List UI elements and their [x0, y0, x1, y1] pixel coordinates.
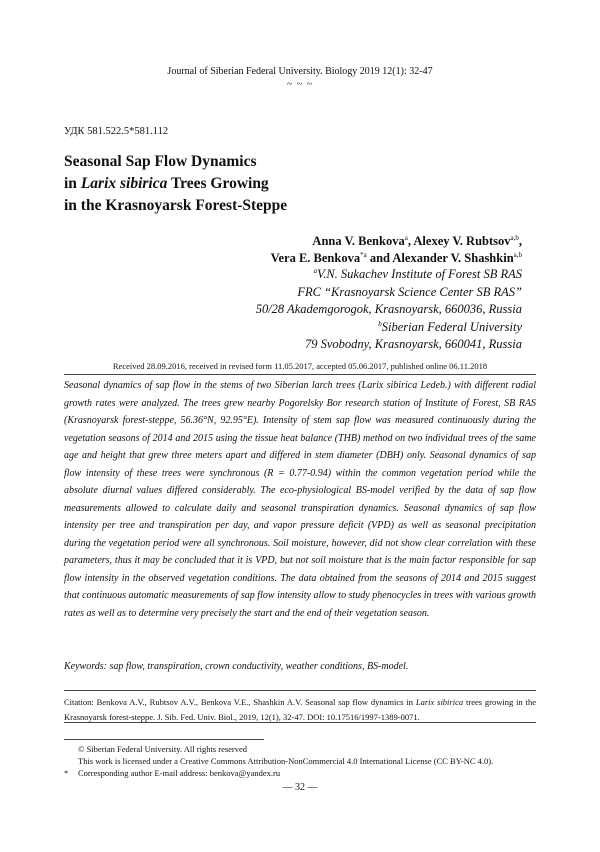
- title-species: Larix sibirica: [80, 175, 168, 192]
- title-line-3: in the Krasnoyarsk Forest-Steppe: [64, 197, 288, 214]
- title-line-2-pre: in: [64, 175, 81, 192]
- footnote-text: Corresponding author E-mail address: benkova@yandex.ru: [78, 768, 281, 778]
- abstract-text: Seasonal dynamics of sap flow in the stems of two Siberian larch trees (Larix sibirica Ledeb.) with different radial growth rates were analyzed. The trees grew nearby Pogorelsky Bor research station of Institute of Forest, SB RAS (Krasnoyarsk forest-steppe, 56.36°N, 92.95°E). Intensity of stem sap flow was measured continuously during the vegetation seasons of 2014 and 2015 using the tissue heat balance (THB) method on two individual trees of the same age and height that grew three meters apart and differed in stem diameter (DBH) only. Seasonal dynamics of sap flow intensity of these trees were synchronous (R = 0.77-0.94) within the common vegetation period while the absolute diurnal values differed considerably. The eco-physiological BS-model verified by the data of sap flow measurements allowed to calculate daily and seasonal transpiration dynamics. Seasonal dynamics of sap flow intensity per tree and transpiration per day, and vapor pressure deficit (VPD) as well as seasonal precipitation during the vegetation period were all synchronous. Soil moisture, however, did not show clear correlation with these parameters, thus it may be concluded that it is VPD, but not soil moisture that is the main factor responsible for sap flow intensity in the observed vegetation conditions. The data obtained from the seasons of 2014 and 2015 suggest that continuous automatic measurements of sap flow intensity allow to study phenocycles in trees with various growth rates as well as to determine very precisely the start and the end of their vegetation season.: [64, 380, 536, 619]
- author-name: Alexey V. Rubtsov: [413, 234, 511, 248]
- citation-species: Larix sibirica: [415, 697, 464, 707]
- affiliation-sup: b: [378, 319, 382, 328]
- author-sup: *a: [360, 251, 367, 259]
- title-line-2-post: Trees Growing: [167, 175, 269, 192]
- journal-header: Journal of Siberian Federal University. Biology 2019 12(1): 32-47: [167, 66, 433, 77]
- udk-code: УДК 581.522.5*581.112: [64, 126, 169, 137]
- citation: [64, 695, 536, 724]
- divider-citation-top: [64, 690, 536, 691]
- affiliation-a-line-2: FRC “Krasnoyarsk Science Center SB RAS”: [297, 284, 522, 299]
- citation-text: trees growing in the Krasnoyarsk forest-steppe. J. Sib. Fed. Univ. Biol., 2019, 12(1), 32-47. DOI: 10.17516/1997-1389-0071.: [64, 697, 536, 722]
- author-name: Vera E. Benkova: [270, 251, 361, 265]
- footnote-text: This work is licensed under a Creative Commons Attribution-NonCommercial 4.0 International License (CC BY-NC 4.0).: [78, 756, 494, 766]
- author-list: [271, 233, 522, 267]
- affiliation-sup: a: [313, 267, 318, 275]
- author-separator: ,: [518, 234, 522, 248]
- affiliations: [256, 266, 522, 354]
- title-line-1: Seasonal Sap Flow Dynamics: [64, 153, 257, 170]
- footnote-corresponding: [64, 768, 280, 780]
- footnote-license: [64, 756, 493, 768]
- keywords: Keywords: sap flow, transpiration, crown conductivity, weather conditions, BS-model.: [64, 661, 409, 672]
- author-line-1: [271, 233, 522, 250]
- header-ornament: ~ ~ ~: [286, 79, 314, 90]
- author-separator: ,: [407, 234, 414, 248]
- page-number: — 32 —: [282, 782, 318, 793]
- author-name: Anna V. Benkova: [312, 234, 405, 248]
- divider-top: [64, 374, 536, 375]
- author-line-2: [271, 250, 522, 267]
- title-line-2: [64, 173, 287, 195]
- affiliation-b-line-2: 79 Svobodny, Krasnoyarsk, 660041, Russia: [304, 337, 522, 351]
- footnote-mark: *: [64, 768, 69, 778]
- citation-text: Citation: Benkova A.V., Rubtsov A.V., Benkova V.E., Shashkin A.V. Seasonal sap flow dynamics in: [64, 697, 416, 707]
- divider-citation-bottom: [64, 722, 536, 723]
- author-sup: a,b: [510, 234, 519, 242]
- footnote-text: © Siberian Federal University. All rights reserved: [78, 744, 248, 754]
- received-dates: Received 28.09.2016, received in revised form 11.05.2017, accepted 05.06.2017, published online 06.11.2018: [112, 361, 488, 371]
- affiliation-a-line-1: [256, 266, 522, 284]
- footnote-divider: [64, 739, 264, 740]
- author-sup: a,b: [513, 251, 522, 259]
- affiliation-text: V.N. Sukachev Institute of Forest SB RAS: [317, 267, 522, 281]
- affiliation-b-line-1: [256, 319, 522, 337]
- article-title: [64, 151, 287, 217]
- affiliation-text: Siberian Federal University: [381, 319, 522, 334]
- author-separator: and: [366, 251, 393, 265]
- footnote-copyright: [64, 744, 247, 756]
- author-name: Alexander V. Shashkin: [392, 251, 514, 265]
- affiliation-a-line-3: 50/28 Akademgorogok, Krasnoyarsk, 660036, Russia: [255, 302, 522, 316]
- author-sup: a: [404, 234, 408, 242]
